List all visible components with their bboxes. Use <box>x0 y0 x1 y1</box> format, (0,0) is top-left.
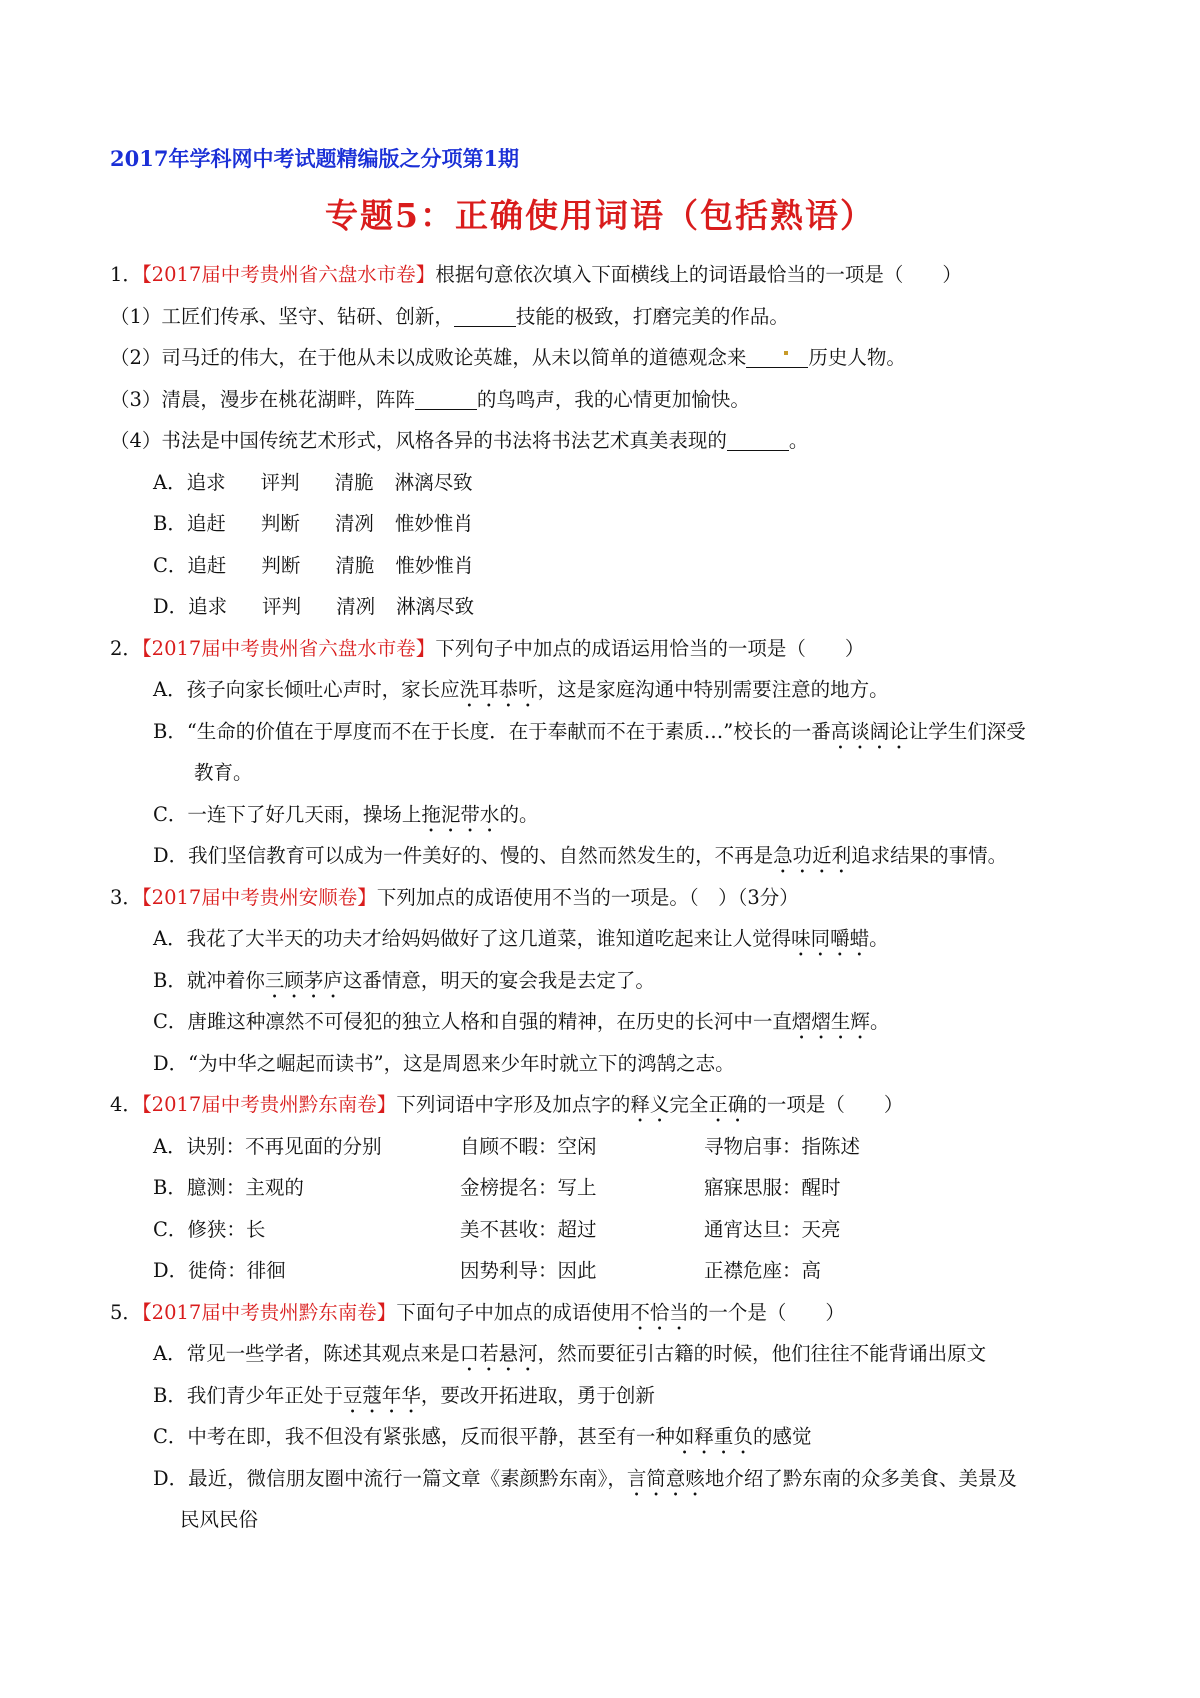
q4-option-c: C．修狭：长 美不甚收：超过 通宵达旦：天亮 <box>153 1217 841 1241</box>
q2-option-b-continued: 教育。 <box>194 761 253 784</box>
q5-option-b: B．我们青少年正处于豆蔻年华，要改开拓进取，勇于创新 <box>153 1383 655 1407</box>
q3-option-a: A．我花了大半天的功夫才给妈妈做好了这几道菜，谁知道吃起来让人觉得味同嚼蜡。 <box>153 927 889 950</box>
question-2-stem: 2．【2017届中考贵州省六盘水市卷】下列句子中加点的成语运用恰当的一项是（ ） <box>110 636 865 660</box>
q1-option-b: B．追赶 判断 清冽 惟妙惟肖 <box>153 512 473 535</box>
dotted-word: 正确 <box>708 1093 748 1116</box>
question-3-stem: 3．【2017届中考贵州安顺卷】下列加点的成语使用不当的一项是。（ ）（3分） <box>110 885 799 909</box>
question-1-stem: 1．【2017届中考贵州省六盘水市卷】根据句意依次填入下面横线上的词语最恰当的一项是（ ） <box>110 263 962 286</box>
q1-sentence-2: （2）司马迁的伟大，在于他从未以成败论英雄，从未以简单的道德观念来 历史人物。 <box>110 346 906 369</box>
q3-option-b: B．就冲着你三顾茅庐这番情意，明天的宴会我是去定了。 <box>153 968 655 992</box>
q5-option-c: C．中考在即，我不但没有紧张感，反而很平静，甚至有一种如释重负的感觉 <box>153 1425 812 1448</box>
dotted-idiom: 如释重负 <box>674 1425 753 1448</box>
q5-option-d-continued: 民风民俗 <box>180 1508 259 1531</box>
dotted-idiom: 急功近利 <box>773 844 852 867</box>
dotted-idiom: 味同嚼蜡 <box>791 927 870 950</box>
q2-option-b: B．“生命的价值在于厚度而不在于长度．在于奉献而不在于素质…”校长的一番高谈阔论让学生们深受 <box>153 719 1026 743</box>
q5-option-a: A．常见一些学者，陈述其观点来是口若悬河，然而要征引古籍的时候，他们往往不能背诵出原文 <box>153 1342 987 1365</box>
dotted-word: 释义 <box>630 1093 670 1116</box>
q1-option-c: C．追赶 判断 清脆 惟妙惟肖 <box>153 553 474 577</box>
q2-option-c: C．一连下了好几天雨，操场上拖泥带水的。 <box>153 802 539 826</box>
question-source: 【2017届中考贵州省六盘水市卷】 <box>141 636 436 660</box>
q2-option-d: D．我们坚信教育可以成为一件美好的、慢的、自然而然发生的，不再是急功近利追求结果的事情。 <box>153 844 1008 867</box>
q1-sentence-4: （4）书法是中国传统艺术形式，风格各异的书法将书法艺术真美表现的 。 <box>110 429 809 452</box>
q5-option-d: D．最近，微信朋友圈中流行一篇文章《素颜黔东南》，言简意赅地介绍了黔东南的众多美食、美景及 <box>153 1466 1017 1490</box>
question-source: 【2017届中考贵州黔东南卷】 <box>141 1300 397 1324</box>
answer-blank <box>415 387 477 410</box>
question-list <box>110 254 1100 1541</box>
q3-option-c: C．唐雎这种凛然不可侵犯的独立人格和自强的精神，在历史的长河中一直熠熠生辉。 <box>153 1010 890 1033</box>
dotted-idiom: 口若悬河 <box>459 1342 538 1365</box>
dotted-idiom: 拖泥带水 <box>421 802 500 826</box>
dotted-word: 不恰当 <box>630 1300 689 1324</box>
dotted-idiom: 三顾茅庐 <box>264 968 343 992</box>
dotted-idiom: 豆蔻年华 <box>342 1383 421 1407</box>
dotted-idiom: 言简意赅 <box>626 1466 705 1490</box>
dotted-idiom: 熠熠生辉 <box>791 1010 870 1033</box>
question-source: 【2017届中考贵州省六盘水市卷】 <box>141 263 436 286</box>
answer-blank <box>746 345 808 368</box>
q2-option-a: A．孩子向家长倾吐心声时，家长应洗耳恭听，这是家庭沟通中特别需要注意的地方。 <box>153 678 889 701</box>
topic-title: 专题5：正确使用词语（包括熟语） <box>325 196 875 235</box>
question-source: 【2017届中考贵州黔东南卷】 <box>141 1093 397 1116</box>
q1-option-a: A．追求 评判 清脆 淋漓尽致 <box>153 470 473 494</box>
dotted-idiom: 洗耳恭听 <box>459 678 538 701</box>
q1-sentence-1: （1）工匠们传承、坚守、钻研、创新， 技能的极致，打磨完美的作品。 <box>110 304 789 328</box>
answer-blank <box>454 304 516 327</box>
series-title: 2017年学科网中考试题精编版之分项第1期 <box>110 146 520 171</box>
q1-sentence-3: （3）清晨，漫步在桃花湖畔，阵阵 的鸟鸣声，我的心情更加愉快。 <box>110 387 750 411</box>
q1-option-d: D．追求 评判 清冽 淋漓尽致 <box>153 595 475 618</box>
question-4-stem: 4．【2017届中考贵州黔东南卷】下列词语中字形及加点字的释义完全正确的一项是（ ） <box>110 1093 904 1116</box>
q4-option-a: A．诀别：不再见面的分别 自顾不暇：空闲 寻物启事：指陈述 <box>153 1134 861 1158</box>
question-source: 【2017届中考贵州安顺卷】 <box>141 885 377 909</box>
q3-option-d: D．“为中华之崛起而读书”，这是周恩来少年时就立下的鸿鹄之志。 <box>153 1051 735 1075</box>
answer-blank <box>727 428 789 451</box>
q4-option-d: D．徙倚：徘徊 因势利导：因此 正襟危座：高 <box>153 1259 822 1282</box>
question-5-stem: 5．【2017届中考贵州黔东南卷】下面句子中加点的成语使用不恰当的一个是（ ） <box>110 1300 845 1324</box>
dotted-idiom: 高谈阔论 <box>830 719 909 743</box>
q4-option-b: B．臆测：主观的 金榜提名：写上 寤寐思服：醒时 <box>153 1176 841 1199</box>
